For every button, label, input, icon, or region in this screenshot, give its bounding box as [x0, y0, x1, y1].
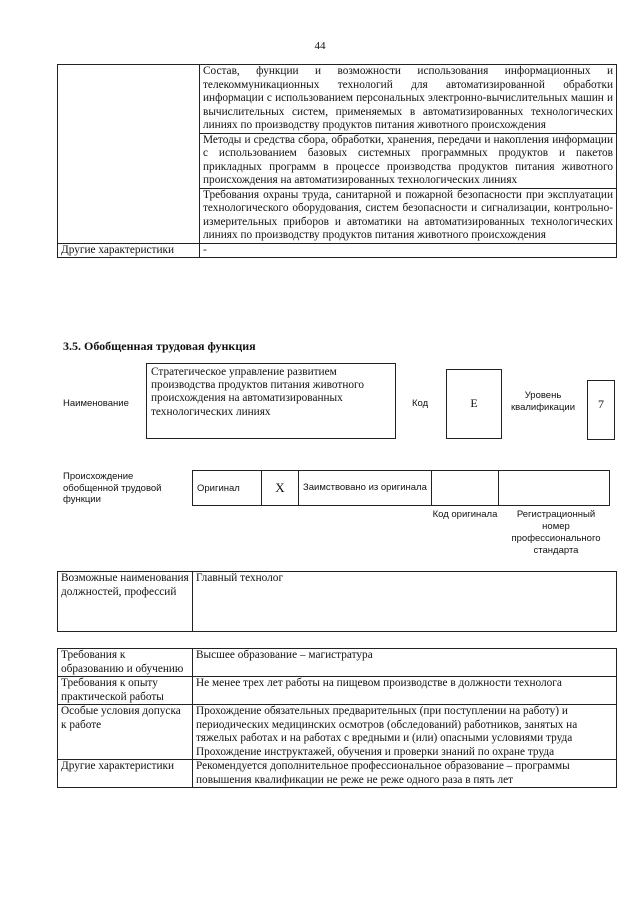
qualification-level-box: 7	[587, 380, 615, 440]
name-label: Наименование	[63, 398, 129, 409]
other-label: Другие характеристики	[58, 760, 193, 788]
education-value	[193, 649, 617, 677]
code-original-cell	[432, 471, 499, 506]
table-row	[58, 760, 617, 788]
reg-number-cell	[499, 471, 610, 506]
table-row	[58, 65, 617, 134]
knowledge-item: Методы и средства сбора, обработки, хранения, передачи и накопления информации с использованием базовых системных программных продуктов и пакетов прикладных программ в процессе производства продуктов питания животного происхождения на автоматизированных технологических линиях	[200, 133, 617, 188]
requirement-line: Прохождение обязательных предварительных (при поступлении на работу) и периодических медицинских осмотров (обследований) работников, занятых на тяжелых работах и на работах с вредными и (или) опасными условиями труда	[196, 705, 578, 744]
table-row	[58, 572, 617, 632]
requirements-table	[57, 648, 617, 788]
original-label: Оригинал	[193, 471, 262, 506]
origin-table	[192, 470, 610, 506]
positions-label: Возможные наименования должностей, профессий	[58, 572, 193, 632]
requirement-line: Прохождение инструктажей, обучения и проверки знаний по охране труда	[196, 745, 555, 758]
function-name-box: Стратегическое управление развитием производства продуктов питания животного происхождения на автоматизированных технологических линиях	[146, 363, 396, 439]
code-box: Е	[446, 369, 502, 439]
original-mark: X	[262, 471, 299, 506]
other-value	[193, 760, 617, 788]
experience-label: Требования к опыту практической работы	[58, 677, 193, 705]
qualification-level-label: Уровень квалификации	[510, 390, 576, 413]
experience-value	[193, 677, 617, 705]
knowledge-item: Состав, функции и возможности использования информационных и телекоммуникационных технологий для автоматизированной обработки информации с использованием персональных электронно-вычислительных машин и вычислительных систем, применяемых в автоматизированных технологических линиях по производству продуктов питания животного происхождения	[200, 65, 617, 134]
reg-number-caption: Регистрационный номер профессионального стандарта	[511, 509, 601, 556]
section-heading: 3.5. Обобщенная трудовая функция	[63, 339, 256, 353]
knowledge-table	[57, 64, 617, 258]
education-label: Требования к образованию и обучению	[58, 649, 193, 677]
page-number: 44	[314, 40, 326, 52]
other-characteristics-value: -	[200, 243, 617, 258]
knowledge-label-cell	[58, 65, 200, 244]
origin-label: Происхождение обобщенной трудовой функции	[63, 471, 162, 505]
positions-value: Главный технолог	[193, 572, 617, 632]
table-row	[58, 705, 617, 760]
requirement-line: Не менее трех лет работы на пищевом производстве в должности технолога	[196, 677, 562, 689]
admission-label: Особые условия допуска к работе	[58, 705, 193, 760]
positions-table	[57, 571, 617, 632]
code-original-caption: Код оригинала	[432, 509, 498, 520]
code-label: Код	[412, 398, 429, 409]
knowledge-item: Требования охраны труда, санитарной и пожарной безопасности при эксплуатации технологического оборудования, систем безопасности и сигнализации, контрольно-измерительных приборов и автоматики на автоматизированных технологических линиях по производству продуктов питания животного происхождения	[200, 188, 617, 243]
other-characteristics-label: Другие характеристики	[58, 243, 200, 258]
table-row	[58, 649, 617, 677]
table-row	[58, 243, 617, 258]
table-row	[193, 471, 610, 506]
requirement-line: Рекомендуется дополнительное профессиональное образование – программы повышения квалификации не реже не реже одного раза в пять лет	[196, 760, 570, 786]
requirement-line: Высшее образование – магистратура	[196, 649, 373, 661]
table-row	[58, 677, 617, 705]
admission-value	[193, 705, 617, 760]
borrowed-label: Заимствовано из оригинала	[299, 471, 432, 506]
